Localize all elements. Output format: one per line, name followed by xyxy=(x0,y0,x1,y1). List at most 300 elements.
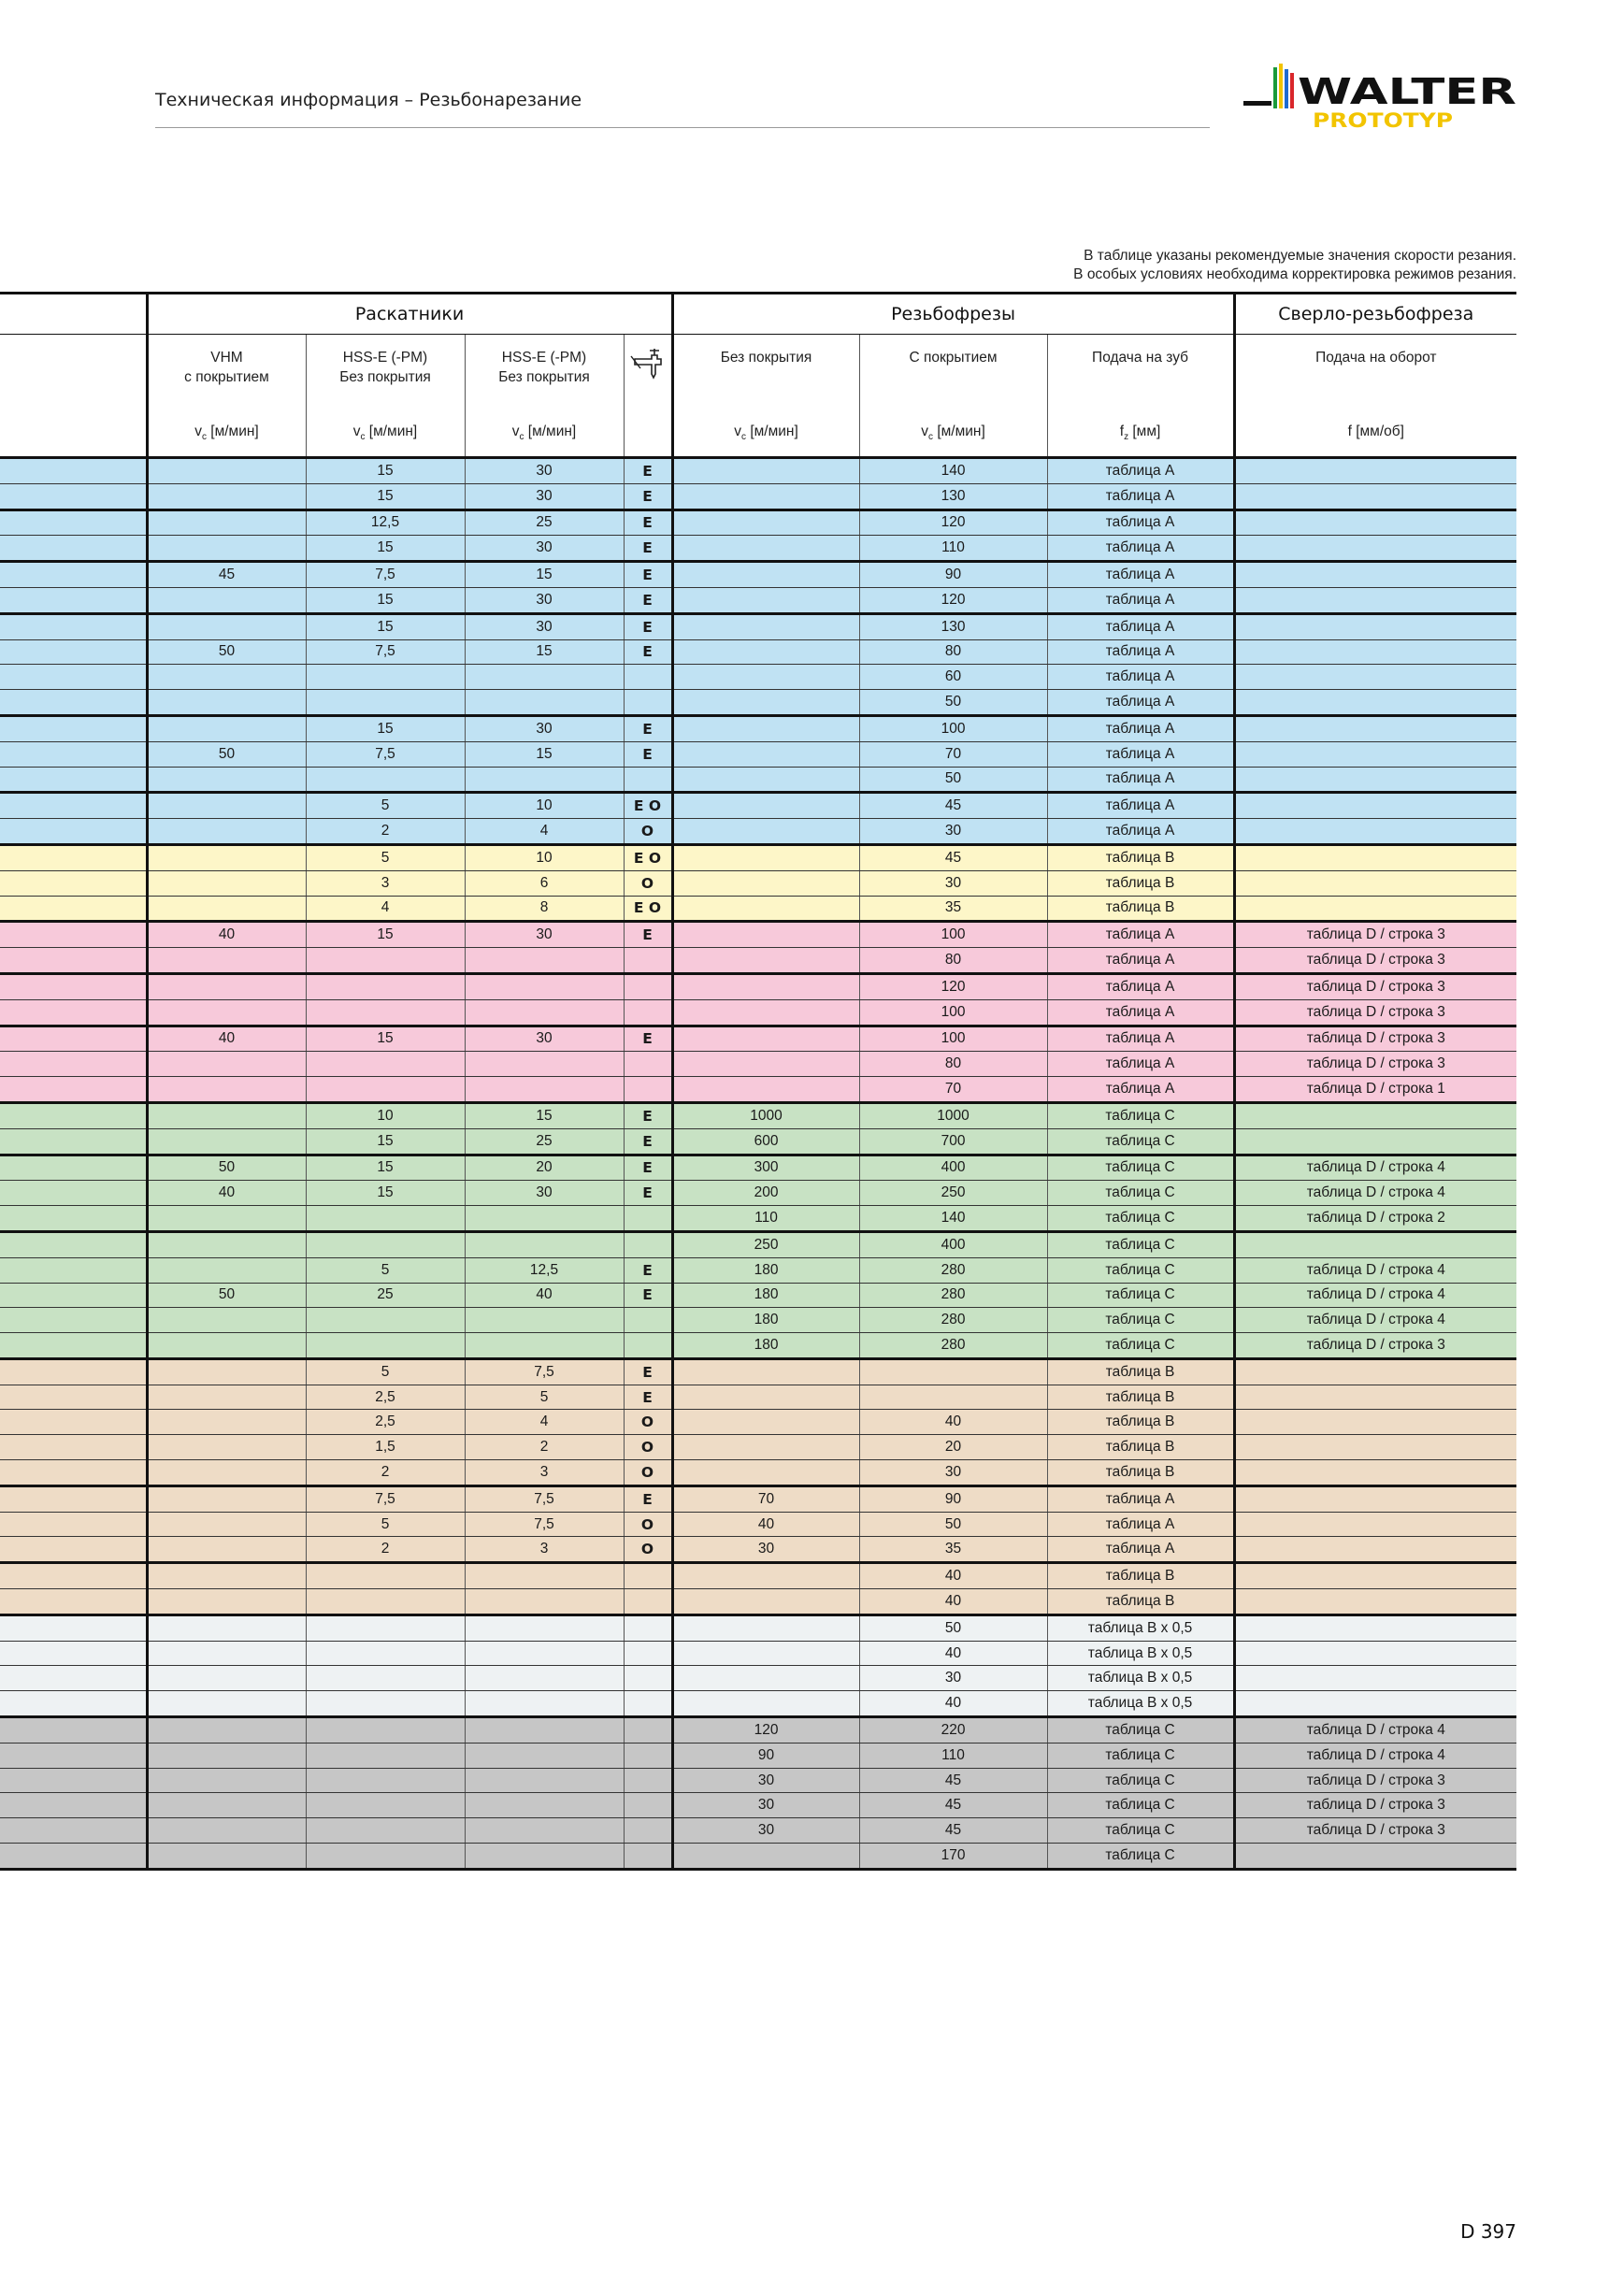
table-row xyxy=(0,1537,1516,1563)
cell-coolant-code xyxy=(624,1641,672,1666)
cell-feed-per-tooth: таблица C xyxy=(1047,1102,1234,1128)
cell-hss-uncoated-2 xyxy=(465,1231,624,1257)
cell-mill-coated: 400 xyxy=(859,1155,1047,1181)
row-material-cell xyxy=(0,562,147,588)
table-row xyxy=(0,1485,1516,1512)
cell-feed-per-rev xyxy=(1234,767,1516,793)
cell-vhm-coated xyxy=(147,665,306,690)
cell-hss-uncoated-1 xyxy=(306,1614,465,1641)
cell-hss-uncoated-1 xyxy=(306,999,465,1026)
cell-feed-per-rev: таблица D / строка 4 xyxy=(1234,1181,1516,1206)
cell-mill-coated: 700 xyxy=(859,1128,1047,1155)
table-row xyxy=(0,587,1516,613)
cell-hss-uncoated-2: 15 xyxy=(465,639,624,665)
column-header-mill-coated xyxy=(859,335,1047,458)
cell-mill-uncoated: 90 xyxy=(672,1743,859,1768)
cutting-speed-table xyxy=(0,292,1516,1871)
cell-coolant-code xyxy=(624,690,672,716)
cell-coolant-code: O xyxy=(624,1435,672,1460)
table-row xyxy=(0,948,1516,974)
row-material-cell xyxy=(0,1743,147,1768)
cell-hss-uncoated-1: 7,5 xyxy=(306,562,465,588)
cell-feed-per-tooth: таблица A xyxy=(1047,690,1234,716)
table-row xyxy=(0,1589,1516,1615)
cell-coolant-code xyxy=(624,1206,672,1232)
cell-feed-per-tooth: таблица B xyxy=(1047,1589,1234,1615)
cell-mill-uncoated xyxy=(672,819,859,845)
cell-hss-uncoated-2: 2 xyxy=(465,1435,624,1460)
cell-vhm-coated: 50 xyxy=(147,1283,306,1308)
cell-mill-coated: 35 xyxy=(859,896,1047,922)
row-material-cell xyxy=(0,1666,147,1691)
table-row xyxy=(0,1435,1516,1460)
cell-mill-uncoated xyxy=(672,1435,859,1460)
cell-mill-uncoated xyxy=(672,973,859,999)
cell-coolant-code xyxy=(624,1052,672,1077)
cell-vhm-coated xyxy=(147,1385,306,1410)
cell-hss-uncoated-2: 8 xyxy=(465,896,624,922)
cell-vhm-coated xyxy=(147,793,306,819)
cell-coolant-code: E xyxy=(624,1128,672,1155)
table-row xyxy=(0,1717,1516,1744)
cell-hss-uncoated-2 xyxy=(465,767,624,793)
cell-hss-uncoated-2 xyxy=(465,1206,624,1232)
cell-vhm-coated xyxy=(147,587,306,613)
cell-mill-uncoated: 180 xyxy=(672,1257,859,1283)
cell-vhm-coated xyxy=(147,1308,306,1333)
cell-mill-uncoated xyxy=(672,1460,859,1486)
cell-mill-uncoated xyxy=(672,1026,859,1052)
cell-coolant-code: E xyxy=(624,1358,672,1385)
table-row xyxy=(0,690,1516,716)
row-material-cell xyxy=(0,1102,147,1128)
cell-mill-uncoated: 180 xyxy=(672,1333,859,1359)
cell-feed-per-tooth: таблица A xyxy=(1047,793,1234,819)
cell-feed-per-rev xyxy=(1234,1358,1516,1385)
column-label: HSS-E (-PM) Без покрытия xyxy=(498,350,590,385)
table-row xyxy=(0,819,1516,845)
walter-prototyp-logo xyxy=(1240,60,1520,135)
cell-mill-uncoated xyxy=(672,665,859,690)
cell-hss-uncoated-1 xyxy=(306,1563,465,1589)
cell-coolant-code: O xyxy=(624,1460,672,1486)
cell-mill-uncoated: 120 xyxy=(672,1717,859,1744)
cell-coolant-code xyxy=(624,1077,672,1103)
cell-vhm-coated xyxy=(147,1743,306,1768)
cell-vhm-coated xyxy=(147,1257,306,1283)
cell-coolant-code xyxy=(624,1743,672,1768)
cell-mill-coated: 280 xyxy=(859,1257,1047,1283)
cell-coolant-code: E xyxy=(624,509,672,536)
cell-vhm-coated xyxy=(147,1460,306,1486)
cell-vhm-coated xyxy=(147,458,306,484)
cell-mill-uncoated xyxy=(672,1666,859,1691)
cell-mill-coated: 30 xyxy=(859,1460,1047,1486)
cell-mill-coated: 40 xyxy=(859,1641,1047,1666)
cell-feed-per-tooth: таблица B x 0,5 xyxy=(1047,1614,1234,1641)
cell-feed-per-tooth: таблица C xyxy=(1047,1768,1234,1793)
cell-hss-uncoated-2: 12,5 xyxy=(465,1257,624,1283)
cell-hss-uncoated-1 xyxy=(306,1793,465,1818)
row-material-cell xyxy=(0,1614,147,1641)
row-material-cell xyxy=(0,1231,147,1257)
cell-coolant-code xyxy=(624,1717,672,1744)
cell-hss-uncoated-1 xyxy=(306,1717,465,1744)
cell-hss-uncoated-2: 25 xyxy=(465,1128,624,1155)
row-material-cell xyxy=(0,1358,147,1385)
cell-vhm-coated xyxy=(147,1512,306,1537)
cell-mill-uncoated xyxy=(672,1385,859,1410)
column-label: HSS-E (-PM) Без покрытия xyxy=(339,350,431,385)
cell-coolant-code: E xyxy=(624,1385,672,1410)
cell-vhm-coated xyxy=(147,1666,306,1691)
cell-feed-per-rev xyxy=(1234,1641,1516,1666)
cell-hss-uncoated-1 xyxy=(306,665,465,690)
row-material-cell xyxy=(0,1485,147,1512)
cell-mill-coated: 1000 xyxy=(859,1102,1047,1128)
cell-feed-per-tooth: таблица B xyxy=(1047,1460,1234,1486)
cell-feed-per-rev xyxy=(1234,1485,1516,1512)
cell-hss-uncoated-1: 7,5 xyxy=(306,741,465,767)
table-row xyxy=(0,1818,1516,1844)
table-row xyxy=(0,973,1516,999)
cell-mill-coated: 30 xyxy=(859,819,1047,845)
cell-mill-coated: 30 xyxy=(859,870,1047,896)
cell-feed-per-rev: таблица D / строка 3 xyxy=(1234,973,1516,999)
cell-mill-coated: 35 xyxy=(859,1537,1047,1563)
cell-vhm-coated xyxy=(147,1717,306,1744)
cell-vhm-coated xyxy=(147,1844,306,1870)
cell-coolant-code xyxy=(624,1768,672,1793)
cell-feed-per-rev: таблица D / строка 1 xyxy=(1234,1077,1516,1103)
note-line-1: В таблице указаны рекомендуемые значения скорости резания. xyxy=(1084,248,1516,264)
cell-hss-uncoated-1: 1,5 xyxy=(306,1435,465,1460)
row-material-cell xyxy=(0,1206,147,1232)
cell-vhm-coated xyxy=(147,690,306,716)
cell-hss-uncoated-2: 7,5 xyxy=(465,1512,624,1537)
cell-feed-per-rev: таблица D / строка 3 xyxy=(1234,1052,1516,1077)
cell-coolant-code: E xyxy=(624,458,672,484)
cell-feed-per-tooth: таблица C xyxy=(1047,1818,1234,1844)
cell-hss-uncoated-2: 30 xyxy=(465,458,624,484)
cell-mill-coated: 80 xyxy=(859,639,1047,665)
cell-vhm-coated xyxy=(147,999,306,1026)
row-material-cell xyxy=(0,1460,147,1486)
cell-hss-uncoated-1 xyxy=(306,1333,465,1359)
cell-feed-per-rev xyxy=(1234,715,1516,741)
column-header-row xyxy=(0,335,1516,458)
cell-hss-uncoated-2: 10 xyxy=(465,844,624,870)
cell-feed-per-tooth: таблица B xyxy=(1047,1435,1234,1460)
cell-mill-coated: 90 xyxy=(859,562,1047,588)
cell-hss-uncoated-2: 7,5 xyxy=(465,1485,624,1512)
cell-coolant-code xyxy=(624,1818,672,1844)
cell-hss-uncoated-2: 25 xyxy=(465,509,624,536)
cell-hss-uncoated-1: 15 xyxy=(306,922,465,948)
cell-hss-uncoated-2: 4 xyxy=(465,819,624,845)
cell-hss-uncoated-1: 5 xyxy=(306,1257,465,1283)
cell-feed-per-tooth: таблица A xyxy=(1047,1485,1234,1512)
cell-hss-uncoated-1: 7,5 xyxy=(306,1485,465,1512)
table-row xyxy=(0,1358,1516,1385)
cell-feed-per-rev xyxy=(1234,587,1516,613)
cell-mill-uncoated xyxy=(672,639,859,665)
cell-hss-uncoated-2 xyxy=(465,1077,624,1103)
table-row xyxy=(0,1666,1516,1691)
cell-hss-uncoated-1: 15 xyxy=(306,587,465,613)
cell-feed-per-rev: таблица D / строка 4 xyxy=(1234,1717,1516,1744)
column-label: VHM с покрытием xyxy=(184,350,269,385)
cell-hss-uncoated-2: 30 xyxy=(465,587,624,613)
cell-feed-per-rev xyxy=(1234,665,1516,690)
row-material-cell xyxy=(0,1563,147,1589)
cell-mill-uncoated xyxy=(672,1563,859,1589)
cell-coolant-code xyxy=(624,1666,672,1691)
cell-feed-per-rev xyxy=(1234,844,1516,870)
column-header-vhm-coated xyxy=(147,335,306,458)
cell-feed-per-rev: таблица D / строка 4 xyxy=(1234,1308,1516,1333)
cell-vhm-coated: 45 xyxy=(147,562,306,588)
table-row xyxy=(0,639,1516,665)
cell-mill-uncoated: 70 xyxy=(672,1485,859,1512)
cell-feed-per-tooth: таблица A xyxy=(1047,999,1234,1026)
cell-feed-per-rev xyxy=(1234,1460,1516,1486)
cell-hss-uncoated-1: 15 xyxy=(306,483,465,509)
row-material-cell xyxy=(0,767,147,793)
cell-feed-per-rev: таблица D / строка 3 xyxy=(1234,1818,1516,1844)
column-unit: $v_c$ [м/мин] xyxy=(352,423,418,443)
cell-feed-per-tooth: таблица B xyxy=(1047,844,1234,870)
cell-feed-per-tooth: таблица A xyxy=(1047,715,1234,741)
cell-vhm-coated xyxy=(147,1206,306,1232)
cell-mill-coated: 40 xyxy=(859,1563,1047,1589)
cell-mill-uncoated xyxy=(672,896,859,922)
cell-vhm-coated xyxy=(147,896,306,922)
cell-mill-uncoated xyxy=(672,690,859,716)
cell-feed-per-tooth: таблица A xyxy=(1047,948,1234,974)
cell-hss-uncoated-2: 15 xyxy=(465,562,624,588)
cell-feed-per-rev xyxy=(1234,1231,1516,1257)
cell-feed-per-rev xyxy=(1234,793,1516,819)
cell-mill-coated: 45 xyxy=(859,1768,1047,1793)
cell-feed-per-tooth: таблица B x 0,5 xyxy=(1047,1691,1234,1717)
cell-coolant-code xyxy=(624,1589,672,1615)
cell-feed-per-tooth: таблица C xyxy=(1047,1793,1234,1818)
cell-coolant-code: E xyxy=(624,715,672,741)
cell-hss-uncoated-1: 12,5 xyxy=(306,509,465,536)
cell-hss-uncoated-2 xyxy=(465,1614,624,1641)
row-material-cell xyxy=(0,922,147,948)
cell-hss-uncoated-1 xyxy=(306,1589,465,1615)
cell-feed-per-rev xyxy=(1234,1537,1516,1563)
coolant-faucet-icon xyxy=(629,346,667,383)
cell-hss-uncoated-2 xyxy=(465,1793,624,1818)
cell-mill-coated: 50 xyxy=(859,767,1047,793)
cell-coolant-code xyxy=(624,1333,672,1359)
row-material-cell xyxy=(0,870,147,896)
cell-mill-coated: 140 xyxy=(859,1206,1047,1232)
table-row xyxy=(0,1563,1516,1589)
table-note xyxy=(1073,247,1516,284)
row-material-cell xyxy=(0,948,147,974)
cell-vhm-coated: 50 xyxy=(147,1155,306,1181)
cell-hss-uncoated-1 xyxy=(306,948,465,974)
cell-coolant-code xyxy=(624,948,672,974)
cell-vhm-coated xyxy=(147,1537,306,1563)
cell-hss-uncoated-1: 5 xyxy=(306,1512,465,1537)
column-label: С покрытием xyxy=(909,350,998,366)
cell-feed-per-rev: таблица D / строка 3 xyxy=(1234,1768,1516,1793)
cell-mill-uncoated: 30 xyxy=(672,1537,859,1563)
cell-feed-per-rev: таблица D / строка 4 xyxy=(1234,1743,1516,1768)
table-row xyxy=(0,741,1516,767)
table-row xyxy=(0,458,1516,484)
row-material-cell xyxy=(0,1641,147,1666)
row-material-cell xyxy=(0,1181,147,1206)
row-material-cell xyxy=(0,973,147,999)
cell-feed-per-rev xyxy=(1234,1563,1516,1589)
cell-coolant-code: E xyxy=(624,1257,672,1283)
table-row xyxy=(0,1052,1516,1077)
cell-vhm-coated xyxy=(147,1231,306,1257)
cell-feed-per-rev xyxy=(1234,819,1516,845)
table-row xyxy=(0,1793,1516,1818)
cell-hss-uncoated-2 xyxy=(465,1641,624,1666)
cell-coolant-code: E xyxy=(624,483,672,509)
table-row xyxy=(0,1128,1516,1155)
cell-feed-per-tooth: таблица A xyxy=(1047,639,1234,665)
cell-vhm-coated xyxy=(147,1589,306,1615)
cell-mill-coated: 280 xyxy=(859,1333,1047,1359)
cell-feed-per-tooth: таблица A xyxy=(1047,1537,1234,1563)
cell-feed-per-tooth: таблица C xyxy=(1047,1155,1234,1181)
cell-mill-coated: 50 xyxy=(859,1512,1047,1537)
group-header-empty xyxy=(0,294,147,335)
cell-mill-uncoated xyxy=(672,587,859,613)
column-unit: $v_c$ [м/мин] xyxy=(734,423,798,443)
cell-mill-coated: 140 xyxy=(859,458,1047,484)
cell-feed-per-tooth: таблица A xyxy=(1047,1026,1234,1052)
column-unit: $v_c$ [м/мин] xyxy=(194,423,259,443)
column-label: Подача на оборот xyxy=(1315,350,1437,366)
cell-mill-coated: 220 xyxy=(859,1717,1047,1744)
cell-hss-uncoated-2: 30 xyxy=(465,922,624,948)
cell-vhm-coated: 50 xyxy=(147,741,306,767)
cell-vhm-coated xyxy=(147,1077,306,1103)
cell-mill-coated xyxy=(859,1385,1047,1410)
cell-mill-uncoated xyxy=(672,509,859,536)
row-material-cell xyxy=(0,483,147,509)
table-row xyxy=(0,1614,1516,1641)
cell-feed-per-rev: таблица D / строка 4 xyxy=(1234,1257,1516,1283)
row-material-cell xyxy=(0,509,147,536)
cell-mill-coated: 400 xyxy=(859,1231,1047,1257)
row-material-cell xyxy=(0,1793,147,1818)
row-material-cell xyxy=(0,1435,147,1460)
coolant-icon-header xyxy=(624,335,672,458)
cell-mill-coated: 280 xyxy=(859,1308,1047,1333)
cell-coolant-code: E xyxy=(624,562,672,588)
table-row xyxy=(0,1691,1516,1717)
row-material-cell xyxy=(0,1768,147,1793)
cell-coolant-code xyxy=(624,1231,672,1257)
column-unit: f [мм/об] xyxy=(1347,423,1404,439)
row-material-cell xyxy=(0,536,147,562)
cell-hss-uncoated-2 xyxy=(465,1666,624,1691)
cell-feed-per-tooth: таблица B xyxy=(1047,1563,1234,1589)
cell-hss-uncoated-1 xyxy=(306,1666,465,1691)
cell-feed-per-rev: таблица D / строка 3 xyxy=(1234,922,1516,948)
table-row xyxy=(0,483,1516,509)
row-material-cell xyxy=(0,1333,147,1359)
cell-mill-uncoated: 600 xyxy=(672,1128,859,1155)
row-material-cell xyxy=(0,1410,147,1435)
cell-feed-per-tooth: таблица A xyxy=(1047,1052,1234,1077)
cell-mill-uncoated: 30 xyxy=(672,1793,859,1818)
cell-hss-uncoated-2 xyxy=(465,1589,624,1615)
cell-mill-coated: 40 xyxy=(859,1589,1047,1615)
column-label: Подача на зуб xyxy=(1092,350,1189,366)
cell-hss-uncoated-1: 15 xyxy=(306,1026,465,1052)
row-material-cell xyxy=(0,1308,147,1333)
cell-vhm-coated xyxy=(147,767,306,793)
cell-hss-uncoated-2 xyxy=(465,1052,624,1077)
cell-coolant-code xyxy=(624,1563,672,1589)
cell-mill-uncoated xyxy=(672,767,859,793)
cell-hss-uncoated-2 xyxy=(465,1308,624,1333)
table-row xyxy=(0,1385,1516,1410)
cell-mill-coated: 80 xyxy=(859,948,1047,974)
cell-mill-uncoated xyxy=(672,1077,859,1103)
cell-vhm-coated xyxy=(147,1818,306,1844)
cell-hss-uncoated-2: 15 xyxy=(465,741,624,767)
row-material-cell xyxy=(0,715,147,741)
page-number: D 397 xyxy=(1460,2220,1516,2243)
cell-feed-per-rev xyxy=(1234,613,1516,639)
row-material-cell xyxy=(0,1537,147,1563)
cell-mill-uncoated: 250 xyxy=(672,1231,859,1257)
row-material-cell xyxy=(0,999,147,1026)
cell-coolant-code: E xyxy=(624,1026,672,1052)
cell-hss-uncoated-1 xyxy=(306,1308,465,1333)
cell-mill-uncoated xyxy=(672,793,859,819)
cell-mill-uncoated xyxy=(672,1641,859,1666)
cell-vhm-coated xyxy=(147,1485,306,1512)
cell-feed-per-rev xyxy=(1234,690,1516,716)
table-row xyxy=(0,1460,1516,1486)
cell-vhm-coated xyxy=(147,1641,306,1666)
row-material-cell xyxy=(0,1717,147,1744)
cell-hss-uncoated-1 xyxy=(306,973,465,999)
cell-mill-coated: 50 xyxy=(859,1614,1047,1641)
row-material-cell xyxy=(0,690,147,716)
cell-vhm-coated: 40 xyxy=(147,1026,306,1052)
cell-mill-coated: 30 xyxy=(859,1666,1047,1691)
cell-mill-coated: 100 xyxy=(859,1026,1047,1052)
cell-feed-per-tooth: таблица B x 0,5 xyxy=(1047,1641,1234,1666)
logo-text-prototyp: PROTOTYP xyxy=(1313,109,1453,132)
row-material-cell xyxy=(0,741,147,767)
cell-hss-uncoated-2: 20 xyxy=(465,1155,624,1181)
cell-hss-uncoated-2 xyxy=(465,1844,624,1870)
cell-feed-per-tooth: таблица B xyxy=(1047,1410,1234,1435)
cell-hss-uncoated-2: 15 xyxy=(465,1102,624,1128)
cell-feed-per-rev xyxy=(1234,1691,1516,1717)
cell-mill-coated: 170 xyxy=(859,1844,1047,1870)
cell-hss-uncoated-1: 15 xyxy=(306,715,465,741)
cell-hss-uncoated-1 xyxy=(306,1768,465,1793)
logo-dash xyxy=(1243,101,1271,106)
